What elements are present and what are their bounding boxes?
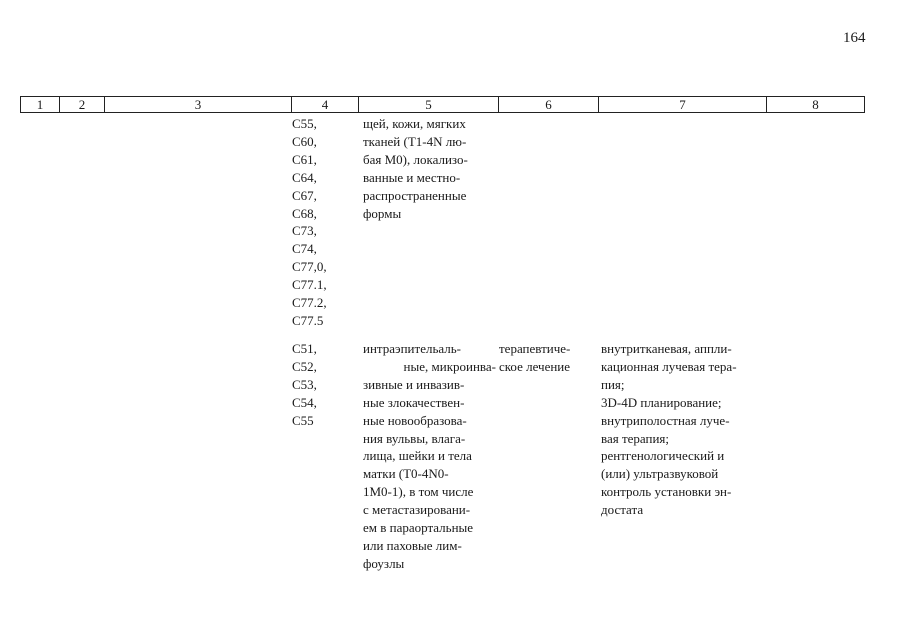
header-col-7: 7 xyxy=(598,97,766,112)
header-col-1: 1 xyxy=(36,97,44,112)
header-col-4: 4 xyxy=(291,97,358,112)
row2-method xyxy=(601,340,765,519)
description-line: ванные и местно- xyxy=(363,169,461,185)
code-item: C77.2, xyxy=(292,295,327,311)
treatment-type-line: ское лечение xyxy=(499,358,571,374)
code-item: C73, xyxy=(292,223,317,239)
code-item: C52, xyxy=(292,358,317,374)
description-line: ния вульвы, влага- xyxy=(363,430,466,446)
code-item: C54, xyxy=(292,394,317,410)
code-item: C77.1, xyxy=(292,277,327,293)
description-line: бая М0), локализо- xyxy=(363,151,468,167)
description-line: матки (Т0-4N0- xyxy=(363,466,449,482)
code-item: C55, xyxy=(292,116,317,131)
page-number: 164 xyxy=(843,30,866,46)
code-item: C64, xyxy=(292,169,317,185)
code-item: C68, xyxy=(292,205,317,221)
description-line: 1М0-1), в том числе xyxy=(363,484,474,500)
code-item: C77,0, xyxy=(292,259,327,275)
code-item: C61, xyxy=(292,151,317,167)
method-line: пия; xyxy=(601,376,625,392)
row2-codes xyxy=(292,340,352,430)
header-col-3: 3 xyxy=(104,97,291,112)
description-line: ные новообразова- xyxy=(363,412,467,428)
method-line: 3D-4D планирование; xyxy=(601,394,722,410)
header-col-2: 2 xyxy=(59,97,104,112)
row1-codes xyxy=(292,115,352,330)
header-col-5: 5 xyxy=(358,97,498,112)
method-line: рентгенологический и xyxy=(601,448,725,464)
description-line: ные злокачествен- xyxy=(363,394,465,410)
description-line: лища, шейки и тела xyxy=(363,448,472,464)
description-line: ные, микроинва- xyxy=(403,358,496,374)
description-line: с метастазировани- xyxy=(363,502,471,518)
code-item: C67, xyxy=(292,187,317,203)
code-item: C53, xyxy=(292,376,317,392)
method-line: внутриполостная луче- xyxy=(601,412,730,428)
treatment-type-line: терапевтиче- xyxy=(499,341,571,356)
code-item: C51, xyxy=(292,341,317,356)
code-item: C55 xyxy=(292,412,314,428)
description-line: зивные и инвазив- xyxy=(363,376,465,392)
method-line: достата xyxy=(601,502,644,518)
method-line: контроль установки эн- xyxy=(601,484,732,500)
code-item: C77.5 xyxy=(292,312,324,328)
description-line: или паховые лим- xyxy=(363,537,462,553)
row1-description xyxy=(363,115,496,222)
method-line: внутритканевая, аппли- xyxy=(601,341,732,356)
description-line: тканей (Т1-4N лю- xyxy=(363,133,467,149)
method-line: (или) ультразвуковой xyxy=(601,466,719,482)
code-item: C60, xyxy=(292,133,317,149)
row2-treatment-type xyxy=(499,340,589,376)
header-col-6: 6 xyxy=(498,97,598,112)
description-line: ем в параортальные xyxy=(363,520,474,536)
description-line: интраэпительаль- xyxy=(363,341,462,356)
description-line: фоузлы xyxy=(363,555,405,571)
description-line: распространенные xyxy=(363,187,467,203)
table-header-row xyxy=(20,96,865,113)
description-line: формы xyxy=(363,205,402,221)
method-line: вая терапия; xyxy=(601,430,670,446)
method-line: кационная лучевая тера- xyxy=(601,358,737,374)
description-line: щей, кожи, мягких xyxy=(363,116,466,131)
header-col-8: 8 xyxy=(766,97,864,112)
code-item: C74, xyxy=(292,241,317,257)
row2-description xyxy=(363,340,496,573)
